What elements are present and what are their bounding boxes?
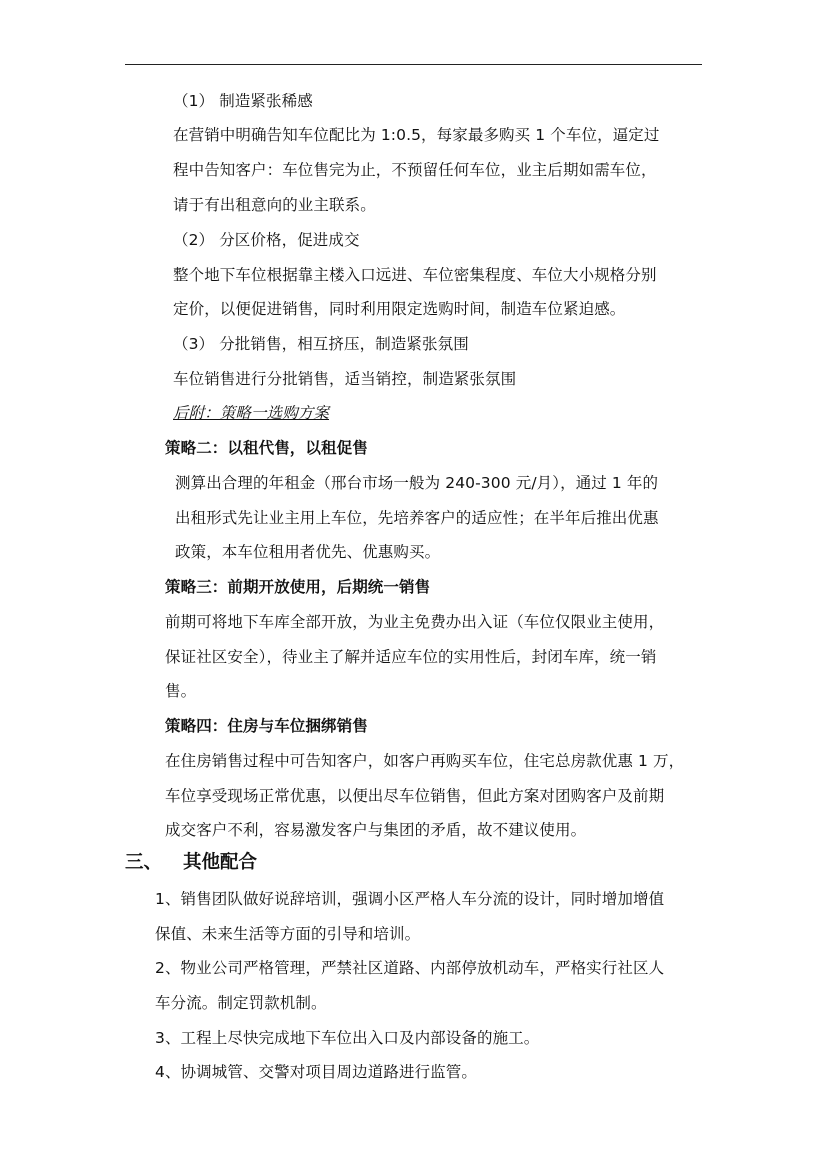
section3-item-2-cont: 车分流。制定罚款机制。 <box>155 994 327 1012</box>
section3-number: 三、 <box>125 852 163 873</box>
strategy2-line-1: 测算出合理的年租金（邢台市场一般为 240-300 元/月），通过 1 年的 <box>175 474 659 492</box>
item2-line-1: 整个地下车位根据靠主楼入口远进、车位密集程度、车位大小规格分别 <box>173 266 657 284</box>
strategy2-line-3: 政策，本车位租用者优先、优惠购买。 <box>175 543 441 561</box>
item2-line-2: 定价，以便促进销售，同时利用限定选购时间，制造车位紧迫感。 <box>173 300 626 318</box>
strategy3-line-3: 售。 <box>165 682 197 700</box>
section3-item-1-cont: 保值、未来生活等方面的引导和培训。 <box>155 925 421 943</box>
strategy2-line-2: 出租形式先让业主用上车位，先培养客户的适应性；在半年后推出优惠 <box>175 509 659 527</box>
strategy4-line-3: 成交客户不利，容易激发客户与集团的矛盾，故不建议使用。 <box>165 821 587 839</box>
strategy3-title: 策略三：前期开放使用，后期统一销售 <box>165 578 431 596</box>
strategy3-line-2: 保证社区安全），待业主了解并适应车位的实用性后，封闭车库，统一销 <box>165 648 657 666</box>
item1-line-1: 在营销中明确告知车位配比为 1:0.5，每家最多购买 1 个车位，逼定过 <box>173 126 660 144</box>
section3-item-4: 4、协调城管、交警对项目周边道路进行监管。 <box>155 1063 477 1081</box>
strategy4-title: 策略四：住房与车位捆绑销售 <box>165 717 368 735</box>
section3-item-2: 2、物业公司严格管理，严禁社区道路、内部停放机动车，严格实行社区人 <box>155 959 665 977</box>
section3-item-1: 1、销售团队做好说辞培训，强调小区严格人车分流的设计，同时增加增值 <box>155 890 665 908</box>
strategy4-line-1: 在住房销售过程中可告知客户，如客户再购买车位，住宅总房款优惠 1 万， <box>165 752 685 770</box>
item3-line-1: 车位销售进行分批销售，适当销控，制造紧张氛围 <box>173 370 517 388</box>
item1-title: （1） 制造紧张稀感 <box>173 92 313 110</box>
strategy3-line-1: 前期可将地下车库全部开放，为业主免费办出入证（车位仅限业主使用， <box>165 613 665 631</box>
item2-title: （2） 分区价格，促进成交 <box>173 231 360 249</box>
strategy4-line-2: 车位享受现场正常优惠，以便出尽车位销售，但此方案对团购客户及前期 <box>165 787 665 805</box>
strategy2-title: 策略二：以租代售，以租促售 <box>165 439 368 457</box>
section3-item-3: 3、工程上尽快完成地下车位出入口及内部设备的施工。 <box>155 1029 540 1047</box>
item3-title: （3） 分批销售，相互挤压，制造紧张氛围 <box>173 335 469 353</box>
header-rule <box>125 64 702 65</box>
item1-line-2: 程中告知客户：车位售完为止，不预留任何车位，业主后期如需车位， <box>173 161 657 179</box>
appendix-link[interactable]: 后附：策略一选购方案 <box>173 404 330 422</box>
item1-line-3: 请于有出租意向的业主联系。 <box>173 196 376 214</box>
section3-title: 其他配合 <box>183 852 258 873</box>
